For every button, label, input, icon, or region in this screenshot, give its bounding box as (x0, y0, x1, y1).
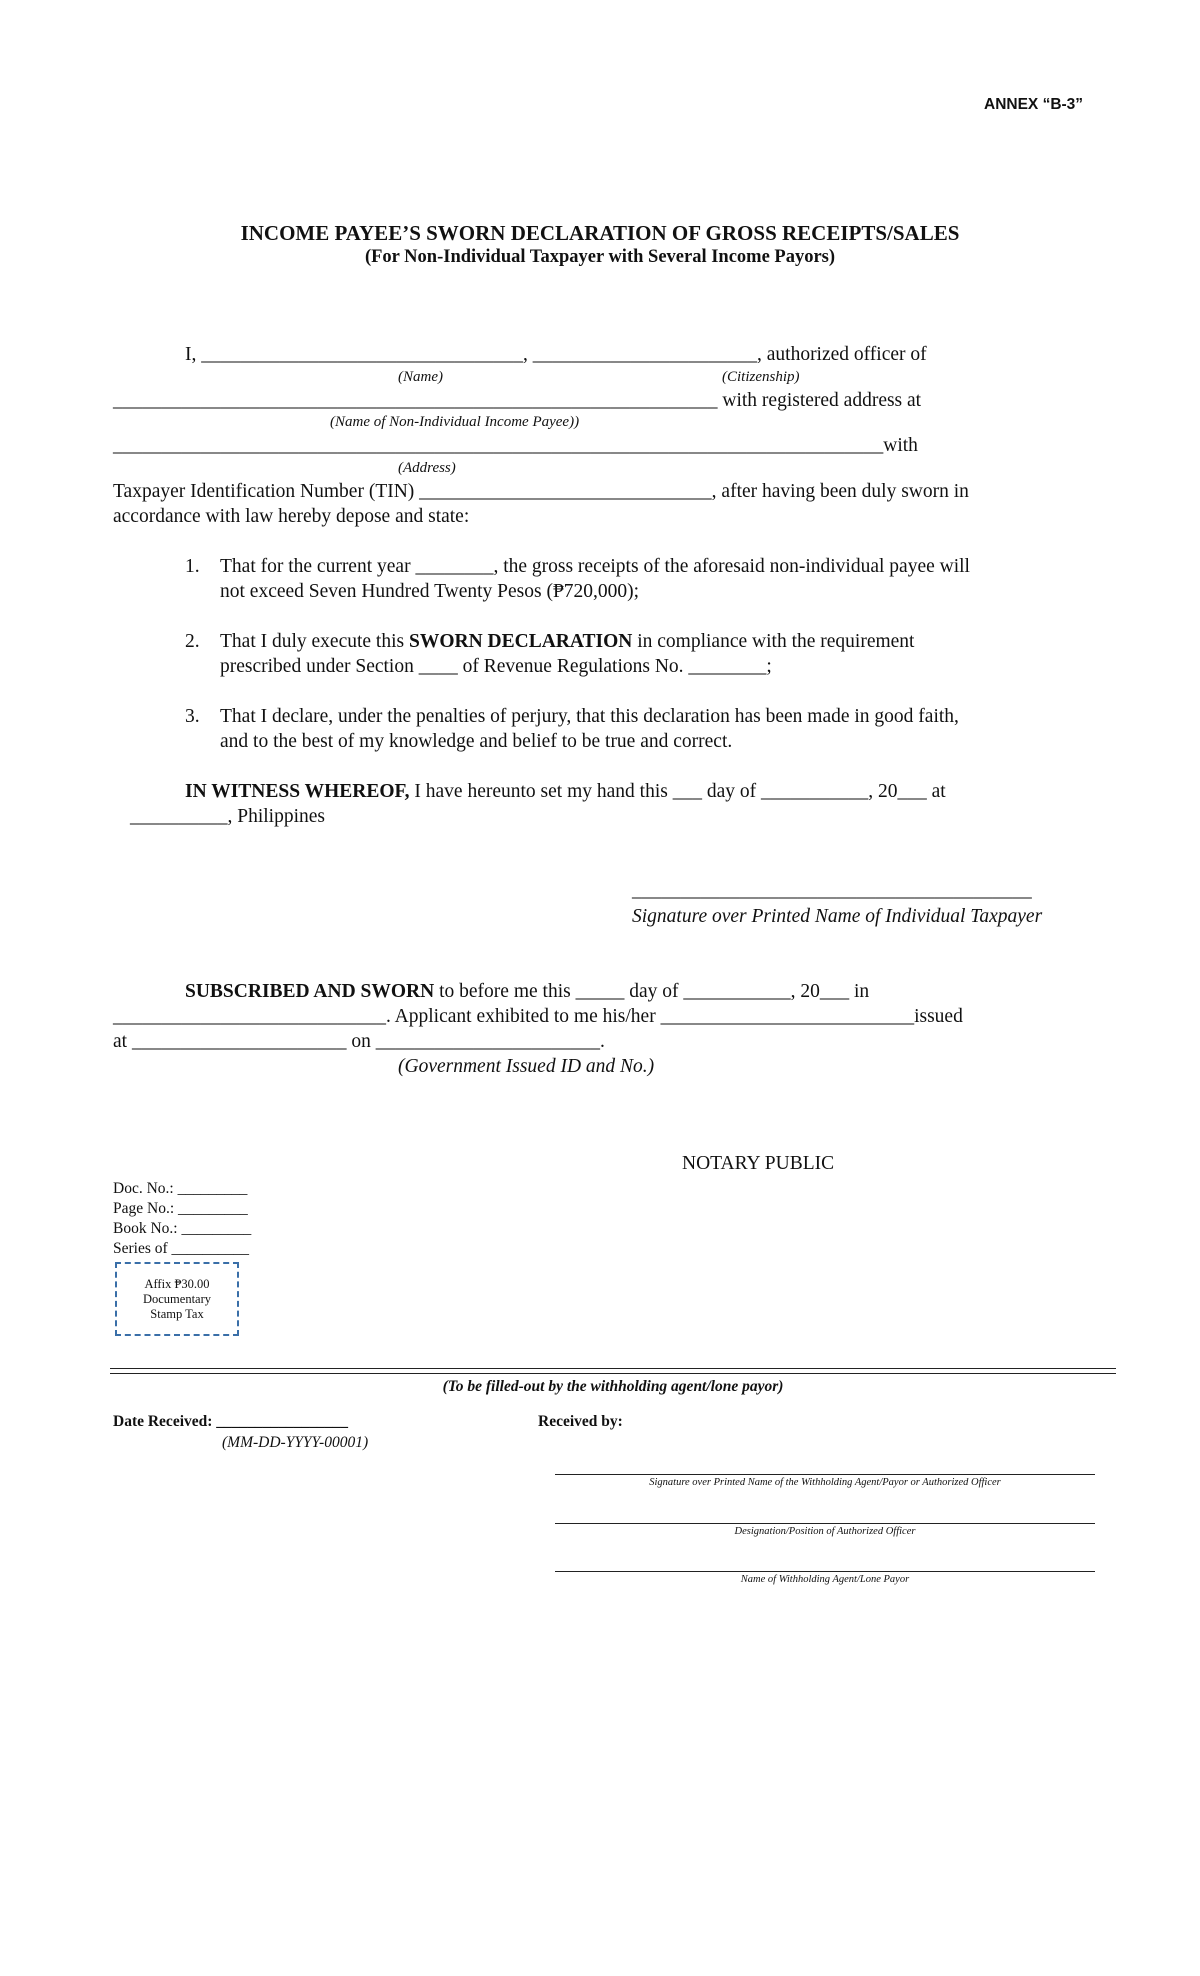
stamp-line-1: Affix ₱30.00 (144, 1276, 210, 1291)
taxpayer-signature-caption: Signature over Printed Name of Individual Taxpayer (632, 906, 1043, 927)
divider-bottom (110, 1373, 1116, 1374)
agent-signature-caption: Signature over Printed Name of the Withholding Agent/Payor or Authorized Officer (649, 1477, 1001, 1488)
received-by-label: Received by: (538, 1413, 623, 1430)
item-2-line-2: prescribed under Section ____ of Revenue Regulations No. ________; (220, 656, 772, 677)
taxpayer-signature-line: _________________________________________ (632, 880, 1032, 901)
label-payee: (Name of Non-Individual Income Payee)) (330, 414, 580, 430)
label-name: (Name) (398, 369, 443, 385)
sworn-declaration-emphasis: SWORN DECLARATION (408, 631, 633, 652)
witness-line-2: __________, Philippines (130, 806, 326, 827)
government-id-caption: (Government Issued ID and No.) (398, 1056, 655, 1077)
document-subtitle: (For Non-Individual Taxpayer with Several Income Payors) (364, 247, 836, 267)
book-number: Book No.: _________ (113, 1220, 252, 1237)
date-format-hint: (MM-DD-YYYY-00001) (222, 1434, 369, 1451)
intro-line-1: I, _________________________________, _______________________, authorized officer of (185, 344, 927, 365)
intro-line-4: Taxpayer Identification Number (TIN) ______________________________, after having been duly sworn in (113, 481, 969, 502)
item-2-number: 2. (185, 631, 200, 652)
payor-name-rule (555, 1571, 1095, 1572)
notary-public-label: NOTARY PUBLIC (682, 1153, 835, 1174)
subscribed-line-1: SUBSCRIBED AND SWORN to before me this _____ day of ___________, 20___ in (185, 981, 870, 1002)
item-1-line-2: not exceed Seven Hundred Twenty Pesos (₱720,000); (220, 581, 640, 602)
doc-number: Doc. No.: _________ (113, 1180, 248, 1197)
stamp-line-2: Documentary (142, 1291, 212, 1306)
intro-line-3: _______________________________________________________________________________with (113, 435, 918, 456)
agent-section-header: (To be filled-out by the withholding agent/lone payor) (442, 1378, 784, 1395)
document-title: INCOME PAYEE’S SWORN DECLARATION OF GROSS RECEIPTS/SALES (240, 221, 960, 245)
stamp-line-3: Stamp Tax (150, 1306, 204, 1321)
subscribed-line-3: at ______________________ on _______________________. (113, 1031, 605, 1052)
item-3-line-1: That I declare, under the penalties of perjury, that this declaration has been made in good faith, (220, 706, 959, 727)
documentary-stamp-box (115, 1262, 239, 1336)
divider-top (110, 1368, 1116, 1369)
subscribed-emphasis: SUBSCRIBED AND SWORN (185, 981, 435, 1002)
witness-emphasis: IN WITNESS WHEREOF, (185, 781, 410, 802)
witness-line-1: IN WITNESS WHEREOF, I have hereunto set my hand this ___ day of ___________, 20___ at (185, 781, 946, 802)
page-number: Page No.: _________ (113, 1200, 248, 1217)
annex-label: ANNEX “B-3” (984, 96, 1084, 113)
label-citizenship: (Citizenship) (722, 369, 800, 385)
date-received: Date Received: _________________ (113, 1413, 349, 1430)
label-address: (Address) (398, 460, 456, 476)
series-of: Series of __________ (113, 1240, 250, 1257)
item-1-number: 1. (185, 556, 200, 577)
payor-name-caption: Name of Withholding Agent/Lone Payor (740, 1574, 910, 1585)
item-3-number: 3. (185, 706, 200, 727)
intro-line-5: accordance with law hereby depose and state: (113, 506, 470, 527)
designation-caption: Designation/Position of Authorized Officer (734, 1526, 916, 1537)
intro-line-2: ______________________________________________________________ with registered address at (113, 390, 922, 411)
item-2-line-1: That I duly execute this SWORN DECLARATION in compliance with the requirement (220, 631, 915, 652)
item-3-line-2: and to the best of my knowledge and belief to be true and correct. (220, 731, 733, 752)
agent-signature-rule (555, 1474, 1095, 1475)
item-1-line-1: That for the current year ________, the gross receipts of the aforesaid non-individual payee will (220, 556, 970, 577)
subscribed-line-2: ____________________________. Applicant exhibited to me his/her __________________________issued (113, 1006, 963, 1027)
designation-rule (555, 1523, 1095, 1524)
